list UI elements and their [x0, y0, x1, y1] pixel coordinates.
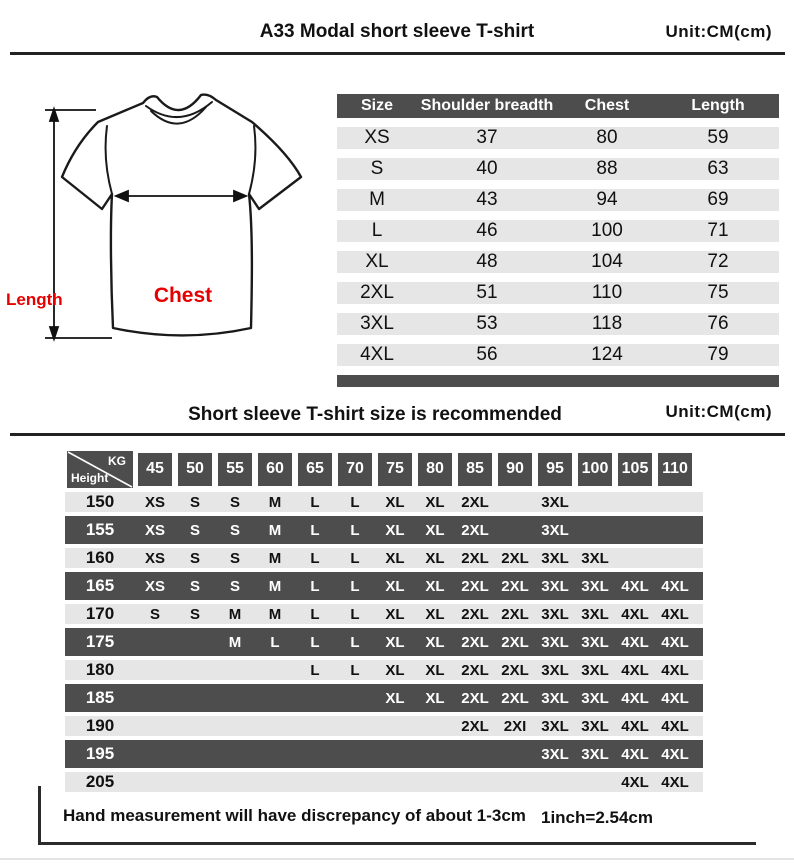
page-title: A33 Modal short sleeve T-shirt: [259, 21, 535, 42]
height-label: 195: [85, 744, 115, 763]
fit-cell: S: [189, 521, 200, 539]
size-table-cell: XS: [364, 127, 390, 148]
weight-header-cell: 55: [218, 453, 252, 486]
size-table-header-cell: Size: [360, 97, 393, 114]
fit-cell: [615, 548, 655, 568]
fit-cell: [575, 492, 615, 512]
fit-cell: L: [350, 493, 360, 511]
fit-cell: S: [229, 521, 240, 539]
fit-cell: S: [189, 549, 200, 567]
fit-cell: XL: [425, 689, 445, 707]
fit-cell: 4XL: [621, 661, 649, 679]
unit-label-middle: Unit:CM(cm): [665, 402, 772, 421]
weight-header-cell: 100: [578, 453, 612, 486]
fit-cell: [655, 492, 695, 512]
fit-cell: 3XL: [541, 745, 569, 763]
height-label: 180: [85, 660, 115, 679]
weight-header-cell: 75: [378, 453, 412, 486]
height-label: 160: [85, 548, 115, 567]
weight-header-col: [175, 453, 215, 486]
fit-cell: 3XL: [581, 577, 609, 595]
size-table-cell: 110: [591, 282, 623, 303]
size-table-cell: 88: [596, 158, 618, 179]
size-table-row: [337, 158, 779, 180]
fit-cell: XL: [385, 633, 405, 651]
fit-cell: XL: [385, 493, 405, 511]
fit-cell: [135, 684, 175, 712]
fit-cell: XS: [144, 577, 165, 595]
fit-cell: [215, 716, 255, 736]
size-table: [337, 94, 779, 387]
corner-height-label: Height: [71, 470, 109, 485]
weight-header-cell: 90: [498, 453, 532, 486]
fit-cell: [655, 548, 695, 568]
size-table-cell: 48: [476, 251, 498, 272]
fit-cell: [255, 740, 295, 768]
fit-cell: 2XL: [461, 689, 489, 707]
fit-cell: [175, 716, 215, 736]
fit-cell: 3XL: [541, 493, 569, 511]
inch-conversion-note: 1inch=2.54cm: [541, 808, 653, 827]
recommend-text: Short sleeve T-shirt size is recommended: [188, 404, 562, 425]
image-bottom-edge: [0, 858, 794, 860]
size-table-header-cell: Length: [691, 97, 745, 114]
fit-cell: 4XL: [661, 605, 689, 623]
fit-cell: 4XL: [661, 689, 689, 707]
corner-cell: [67, 451, 133, 488]
height-label: 155: [85, 520, 115, 539]
size-table-cell: 76: [707, 313, 729, 334]
fit-cell: [175, 684, 215, 712]
size-table-header-cell: Shoulder breadth: [420, 97, 554, 114]
fit-cell: 2XL: [461, 521, 489, 539]
weight-header-col: [495, 453, 535, 486]
weight-header-col: [535, 453, 575, 486]
bottom-note-box: [38, 786, 756, 845]
fit-cell: 2XL: [501, 605, 529, 623]
weight-header-cell: 45: [138, 453, 172, 486]
fit-cell: L: [310, 633, 320, 651]
fit-cell: XL: [425, 661, 445, 679]
height-label: 150: [85, 492, 115, 511]
fit-cell: [175, 628, 215, 656]
fit-cell: XS: [144, 549, 165, 567]
size-table-cell: 63: [707, 158, 729, 179]
weight-header-cell: 95: [538, 453, 572, 486]
fit-cell: 3XL: [581, 661, 609, 679]
size-table-cell: 3XL: [360, 313, 394, 334]
fit-cell: S: [229, 549, 240, 567]
fit-cell: 2XL: [501, 633, 529, 651]
fit-cell: XL: [385, 549, 405, 567]
fit-cell: L: [350, 661, 360, 679]
weight-header-cell: 80: [418, 453, 452, 486]
fit-cell: L: [310, 605, 320, 623]
fit-cell: [495, 740, 535, 768]
fit-cell: [135, 716, 175, 736]
fit-cell: 4XL: [661, 577, 689, 595]
fit-cell: 3XL: [541, 605, 569, 623]
fit-cell: 4XL: [621, 689, 649, 707]
fit-cell: [135, 660, 175, 680]
weight-header-col: [375, 453, 415, 486]
fit-cell: XL: [385, 689, 405, 707]
size-table-cell: 80: [596, 127, 618, 148]
fit-cell: M: [268, 493, 282, 511]
fit-cell: 3XL: [541, 717, 569, 735]
fit-cell: 3XL: [581, 717, 609, 735]
fit-cell: [215, 684, 255, 712]
size-table-cell: 104: [591, 251, 623, 272]
height-label: 185: [85, 688, 115, 707]
fit-cell: [295, 684, 335, 712]
weight-header-cell: 105: [618, 453, 652, 486]
fit-cell: L: [350, 549, 360, 567]
fit-cell: S: [149, 605, 160, 623]
fit-cell: 3XL: [541, 521, 569, 539]
fit-cell: 4XL: [621, 717, 649, 735]
fit-cell: L: [310, 577, 320, 595]
fit-cell: XL: [425, 493, 445, 511]
size-table-cell: 53: [476, 313, 498, 334]
unit-label-top: Unit:CM(cm): [665, 22, 772, 41]
tshirt-outline-graphic: [0, 80, 330, 380]
weight-header-col: [615, 453, 655, 486]
fit-cell: 2XL: [501, 549, 529, 567]
size-table-cell: 2XL: [360, 282, 394, 303]
fit-cell: 3XL: [581, 633, 609, 651]
fit-cell: L: [310, 521, 320, 539]
fit-cell: 4XL: [661, 745, 689, 763]
fit-cell: S: [189, 493, 200, 511]
size-table-cell: 118: [591, 313, 623, 334]
fit-cell: 2XL: [461, 549, 489, 567]
chest-label: Chest: [153, 284, 213, 307]
weight-header-cell: 110: [658, 453, 692, 486]
fit-cell: [495, 516, 535, 544]
height-label: 165: [85, 576, 115, 595]
fit-cell: 2XL: [461, 661, 489, 679]
fit-row-150: [65, 488, 703, 516]
size-table-cell: 94: [596, 189, 618, 210]
fit-cell: 3XL: [581, 605, 609, 623]
fit-row-155: [65, 516, 703, 544]
fit-cell: [615, 492, 655, 512]
weight-header-col: [255, 453, 295, 486]
fit-cell: [455, 740, 495, 768]
size-table-cell: S: [370, 158, 384, 179]
size-table-row: [337, 282, 779, 304]
weight-header-col: [215, 453, 255, 486]
fit-cell: 3XL: [541, 577, 569, 595]
size-table-row: [337, 127, 779, 149]
size-table-cell: 71: [707, 220, 729, 241]
fit-cell: L: [310, 661, 320, 679]
fit-cell: 2XL: [461, 605, 489, 623]
size-table-cell: 72: [707, 251, 729, 272]
fit-row-165: [65, 572, 703, 600]
fit-cell: 3XL: [541, 633, 569, 651]
fit-cell: 2XL: [461, 577, 489, 595]
fit-cell: [575, 516, 615, 544]
fit-cell: 4XL: [621, 605, 649, 623]
height-label: 170: [85, 604, 115, 623]
fit-row-180: [65, 656, 703, 684]
fit-cell: M: [228, 633, 242, 651]
fit-cell: L: [350, 605, 360, 623]
fit-cell: 2XL: [501, 689, 529, 707]
fit-cell: [135, 628, 175, 656]
fit-cell: 4XL: [661, 633, 689, 651]
size-table-cell: 79: [707, 344, 729, 365]
fit-cell: M: [268, 521, 282, 539]
fit-cell: 4XL: [661, 661, 689, 679]
fit-cell: S: [189, 605, 200, 623]
fit-cell: [215, 660, 255, 680]
fit-cell: 4XL: [621, 577, 649, 595]
weight-header-cell: 70: [338, 453, 372, 486]
size-table-row: [337, 313, 779, 335]
fit-row-185: [65, 684, 703, 712]
fit-cell: 2XL: [501, 661, 529, 679]
tshirt-diagram: [0, 80, 330, 380]
fit-cell: XL: [385, 521, 405, 539]
fit-cell: XL: [385, 577, 405, 595]
size-table-cell: 40: [476, 158, 498, 179]
fit-cell: 2XL: [461, 493, 489, 511]
fit-cell: [335, 716, 375, 736]
fit-cell: [655, 516, 695, 544]
size-table-row: [337, 220, 779, 242]
fit-cell: 4XL: [621, 773, 649, 791]
size-table-cell: XL: [365, 251, 389, 272]
height-label: 190: [85, 716, 115, 735]
size-table-cell: 51: [476, 282, 498, 303]
fit-cell: [255, 660, 295, 680]
fit-cell: [175, 740, 215, 768]
weight-header-col: [455, 453, 495, 486]
size-table-cell: 56: [476, 344, 498, 365]
fit-cell: [415, 740, 455, 768]
fit-table-body: [65, 488, 703, 796]
fit-cell: L: [310, 549, 320, 567]
size-table-row: [337, 251, 779, 273]
weight-header-col: [415, 453, 455, 486]
fit-table-header-row: [65, 450, 703, 488]
fit-row-195: [65, 740, 703, 768]
fit-cell: 3XL: [581, 745, 609, 763]
size-table-header-cell: Chest: [584, 97, 630, 114]
fit-cell: M: [268, 605, 282, 623]
weight-header-col: [135, 453, 175, 486]
fit-row-160: [65, 544, 703, 572]
fit-cell: [215, 740, 255, 768]
fit-cell: [255, 716, 295, 736]
size-table-cell: 69: [707, 189, 729, 210]
size-table-cell: L: [371, 220, 383, 241]
fit-cell: 2XL: [501, 577, 529, 595]
weight-header-col: [575, 453, 615, 486]
length-label: Length: [6, 290, 63, 309]
fit-cell: 2XL: [461, 717, 489, 735]
fit-cell: M: [228, 605, 242, 623]
fit-cell: [375, 716, 415, 736]
weight-header-cell: 50: [178, 453, 212, 486]
size-table-cell: 4XL: [360, 344, 394, 365]
fit-cell: [415, 716, 455, 736]
fit-cell: [295, 716, 335, 736]
fit-cell: L: [350, 521, 360, 539]
fit-cell: L: [350, 577, 360, 595]
fit-cell: S: [229, 577, 240, 595]
fit-cell: 3XL: [541, 549, 569, 567]
fit-row-175: [65, 628, 703, 656]
weight-header-cell: 60: [258, 453, 292, 486]
weight-header-cell: 65: [298, 453, 332, 486]
height-label: 205: [85, 772, 115, 791]
corner-kg-label: KG: [108, 453, 126, 468]
fit-cell: 4XL: [621, 633, 649, 651]
fit-cell: XL: [425, 577, 445, 595]
fit-row-190: [65, 712, 703, 740]
fit-cell: [135, 740, 175, 768]
fit-cell: [615, 516, 655, 544]
fit-cell: 2XI: [503, 717, 527, 735]
size-table-cell: 46: [476, 220, 498, 241]
divider-middle: [10, 433, 785, 436]
fit-cell: 3XL: [581, 549, 609, 567]
size-table-cell: 100: [591, 220, 623, 241]
fit-cell: 3XL: [541, 689, 569, 707]
fit-cell: M: [268, 577, 282, 595]
size-table-cell: M: [369, 189, 385, 210]
fit-cell: XL: [385, 605, 405, 623]
fit-cell: [295, 740, 335, 768]
fit-cell: 4XL: [661, 717, 689, 735]
fit-cell: XL: [425, 521, 445, 539]
fit-row-170: [65, 600, 703, 628]
size-table-header-row: [337, 94, 779, 118]
weight-header-cell: 85: [458, 453, 492, 486]
fit-cell: XL: [385, 661, 405, 679]
fit-cell: 4XL: [661, 773, 689, 791]
fit-cell: [335, 740, 375, 768]
fit-cell: [495, 492, 535, 512]
height-label: 175: [85, 632, 115, 651]
measurement-note: Hand measurement will have discrepancy of about 1-3cm: [63, 806, 526, 825]
size-table-row: [337, 344, 779, 366]
fit-cell: XL: [425, 549, 445, 567]
fit-cell: 3XL: [581, 689, 609, 707]
fit-cell: S: [189, 577, 200, 595]
fit-cell: 3XL: [541, 661, 569, 679]
weight-header-col: [655, 453, 695, 486]
size-table-cell: 75: [707, 282, 729, 303]
size-table-footer-bar: [337, 375, 779, 387]
corner-cell-wrap: [65, 451, 135, 488]
fit-cell: [335, 684, 375, 712]
fit-cell: L: [270, 633, 280, 651]
divider-top: [10, 52, 785, 55]
size-table-body: [337, 127, 779, 366]
weight-header-col: [295, 453, 335, 486]
fit-cell: XS: [144, 521, 165, 539]
size-table-cell: 124: [591, 344, 623, 365]
fit-cell: L: [350, 633, 360, 651]
height-weight-table: [65, 450, 703, 796]
fit-cell: 4XL: [621, 745, 649, 763]
weight-header-col: [335, 453, 375, 486]
size-table-row: [337, 189, 779, 211]
fit-cell: M: [268, 549, 282, 567]
fit-cell: 2XL: [461, 633, 489, 651]
fit-cell: [255, 684, 295, 712]
fit-cell: XS: [144, 493, 165, 511]
size-table-cell: 43: [476, 189, 498, 210]
fit-cell: [375, 740, 415, 768]
fit-cell: XL: [425, 605, 445, 623]
fit-cell: L: [310, 493, 320, 511]
size-table-cell: 59: [707, 127, 729, 148]
fit-cell: XL: [425, 633, 445, 651]
fit-cell: [175, 660, 215, 680]
size-table-cell: 37: [476, 127, 498, 148]
fit-cell: S: [229, 493, 240, 511]
